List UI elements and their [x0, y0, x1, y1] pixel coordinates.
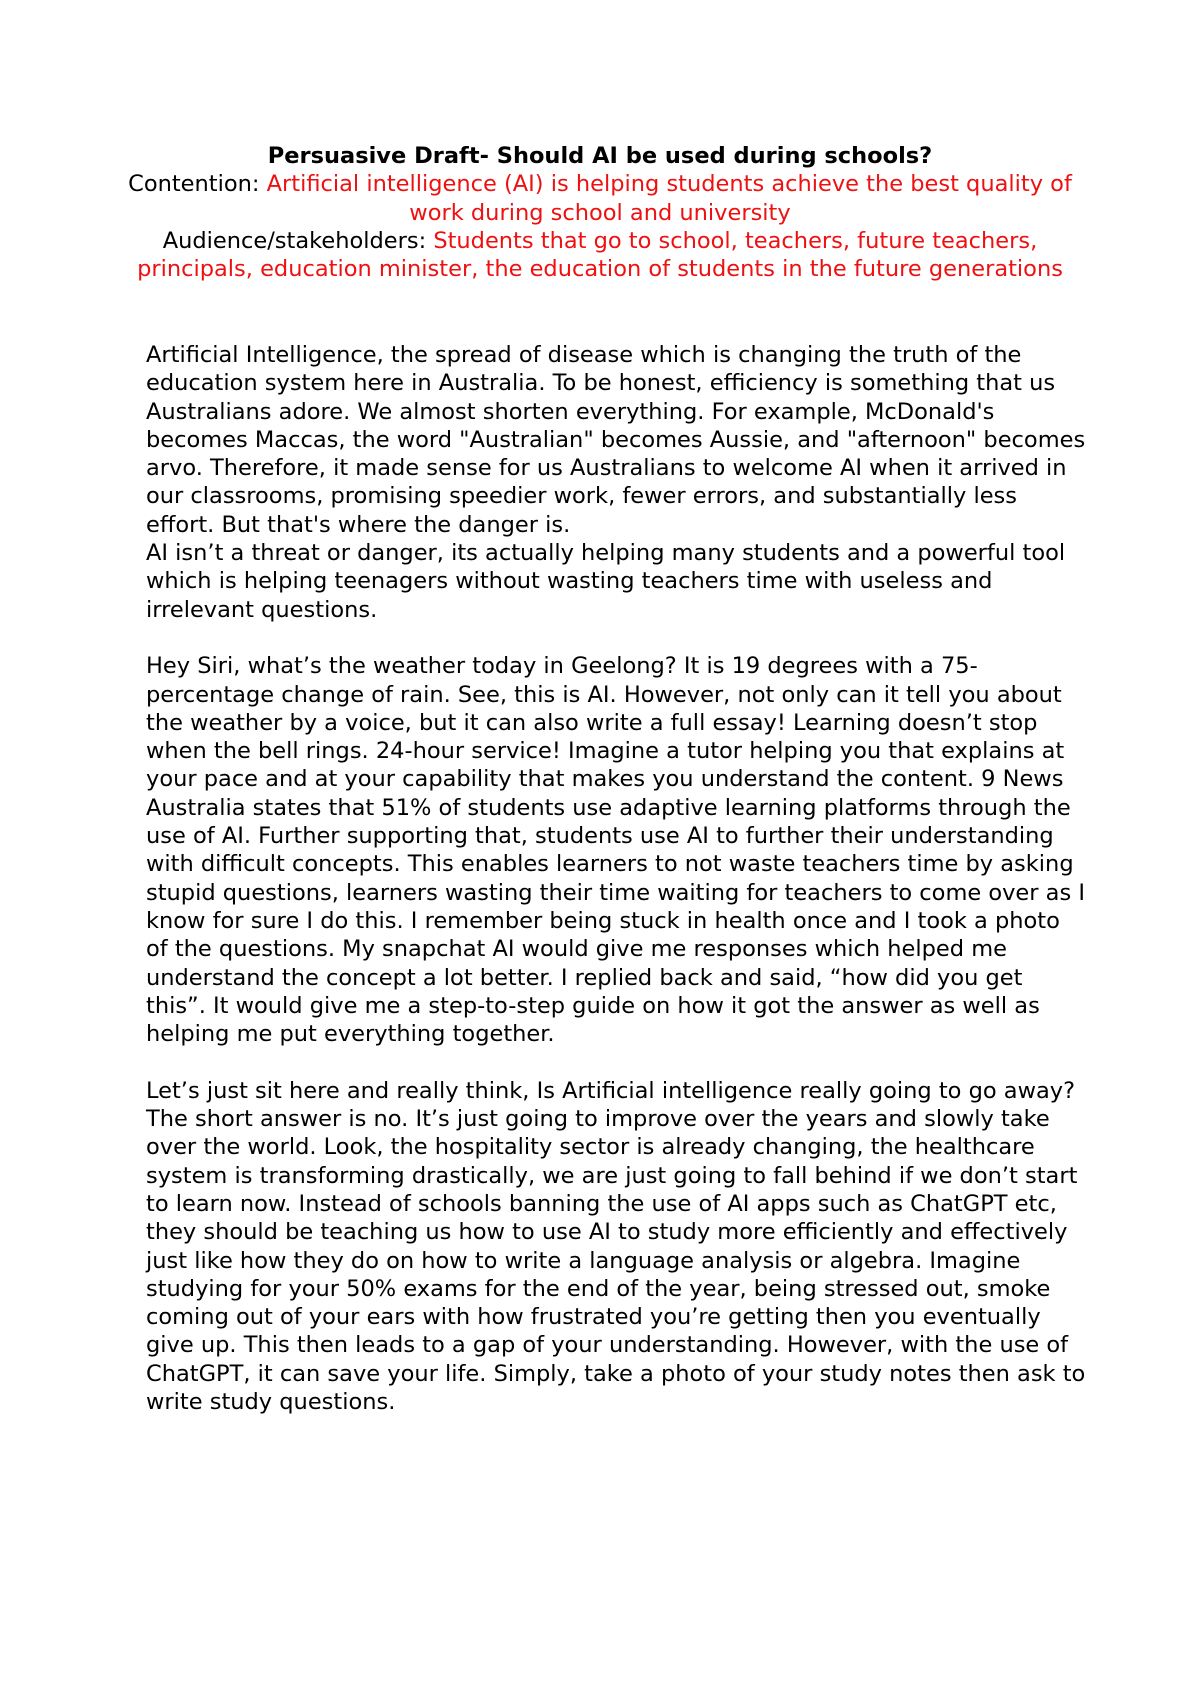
paragraph-spacer — [146, 1048, 1086, 1076]
audience-label: Audience/stakeholders: — [162, 227, 434, 254]
paragraph-spacer — [146, 624, 1086, 652]
audience-text: Students that go to school, teachers, future teachers, principals, education minister, the education of students in the future generations — [137, 227, 1063, 283]
document-title: Persuasive Draft- Should AI be used during schools? — [267, 143, 933, 169]
paragraph-rebuttal: AI isn’t a threat or danger, its actually helping many students and a powerful tool which is helping teenagers without wasting teachers time with useless and irrelevant questions. — [146, 540, 1066, 623]
paragraph-future: Let’s just sit here and really think, Is Artificial intelligence really going to go away? The short answer is no. It’s just going to improve over the years and slowly take over the world. Look, the hospitality sector is already changing, the healthcare system is transforming drastically, we are just going to fall behind if we don’t start to learn now. Instead of schools banning the use of AI apps such as ChatGPT etc, they should be teaching us how to use AI to study more efficiently and effectively just like how they do on how to write a language analysis or algebra. Imagine studying for your 50% exams for the end of the year, being stressed out, smoke coming out of your ears with how frustrated you’re getting then you eventually give up. This then leads to a gap of your understanding. However, with the use of ChatGPT, it can save your life. Simply, take a photo of your study notes then ask to write study questions. — [146, 1077, 1086, 1415]
document-header — [120, 142, 1080, 283]
contention-line — [120, 170, 1080, 227]
paragraph-siri: Hey Siri, what’s the weather today in Geelong? It is 19 degrees with a 75-percentage change of rain. See, this is AI. However, not only can it tell you about the weather by a voice, but it can also write a full essay! Learning doesn’t stop when the bell rings. 24-hour service! Imagine a tutor helping you that explains at your pace and at your capability that makes you understand the content. 9 News Australia states that 51% of students use adaptive learning platforms through the use of AI. Further supporting that, students use AI to further their understanding with difficult concepts. This enables learners to not waste teachers time by asking stupid questions, learners wasting their time waiting for teachers to come over as I know for sure I do this. I remember being stuck in health once and I took a photo of the questions. My snapchat AI would give me responses which helped me understand the concept a lot better. I replied back and said, “how did you get this”. It would give me a step-to-step guide on how it got the answer as well as helping me put everything together. — [146, 653, 1085, 1048]
contention-text: Artificial intelligence (AI) is helping students achieve the best quality of work during school and university — [266, 171, 1072, 226]
contention-label: Contention: — [128, 171, 267, 198]
audience-line — [120, 227, 1080, 284]
paragraph-intro: Artificial Intelligence, the spread of disease which is changing the truth of the education system here in Australia. To be honest, efficiency is something that us Australians adore. We almost shorten everything. For example, McDonald's becomes Maccas, the word "Australian" becomes Aussie, and "afternoon" becomes arvo. Therefore, it made sense for us Australians to welcome AI when it arrived in our classrooms, promising speedier work, fewer errors, and substantially less effort. But that's where the danger is. — [146, 342, 1086, 538]
document-body — [146, 341, 1086, 1416]
